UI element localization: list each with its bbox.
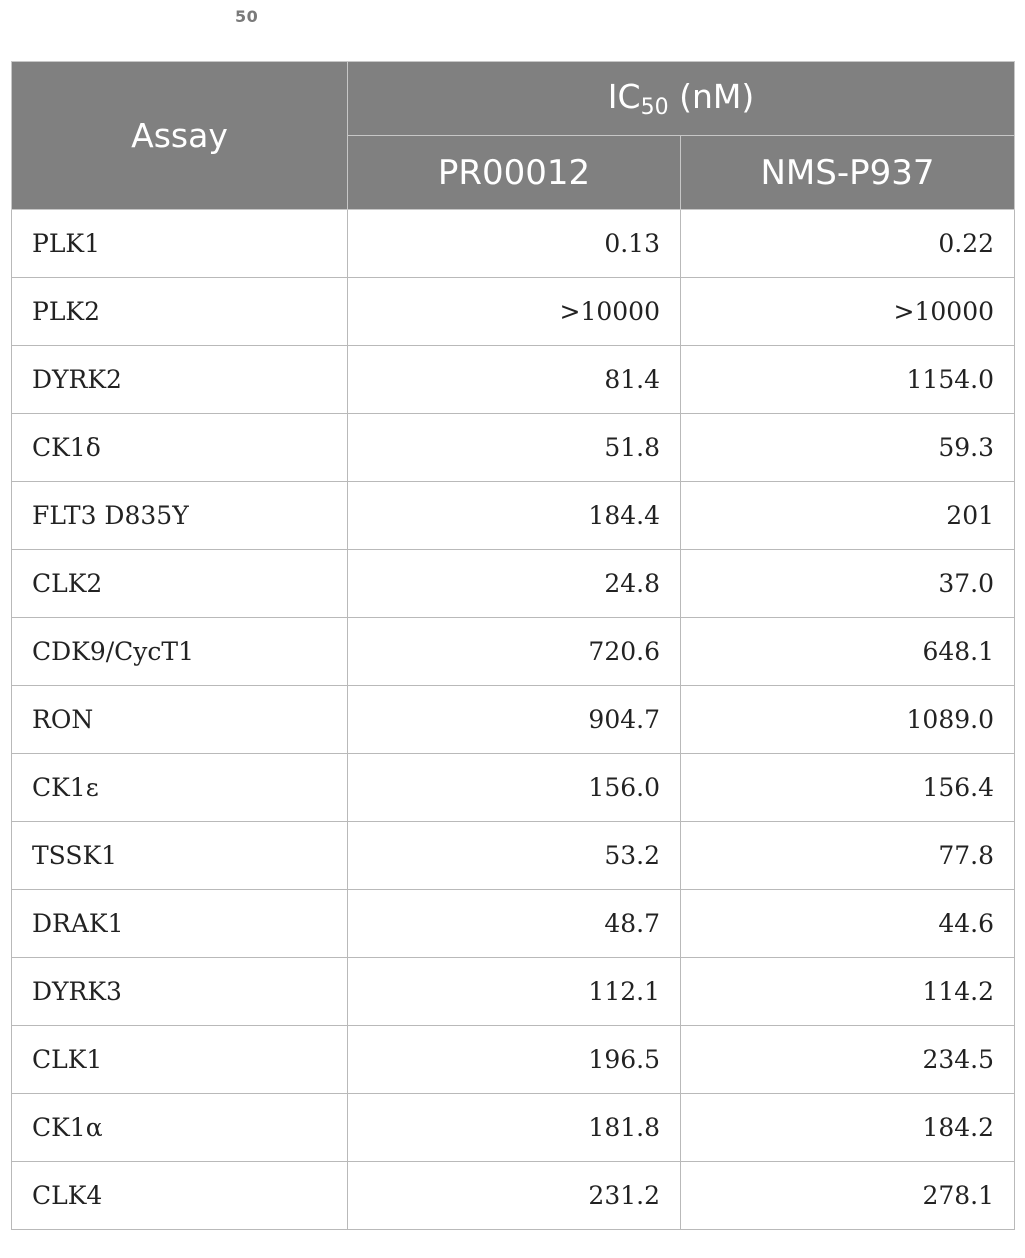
table-row (12, 1026, 1015, 1094)
pr00012-value-cell: 231.2 (348, 1162, 681, 1230)
nms-p937-value-cell: 156.4 (681, 754, 1015, 822)
nms-p937-value-cell: 648.1 (681, 618, 1015, 686)
assay-name-cell: DYRK2 (12, 346, 348, 414)
nms-p937-column-header: NMS-P937 (681, 136, 1015, 210)
table-header (12, 62, 1015, 210)
nms-p937-value-cell: 37.0 (681, 550, 1015, 618)
nms-p937-value-cell: 77.8 (681, 822, 1015, 890)
assay-name-cell: RON (12, 686, 348, 754)
assay-column-header: Assay (12, 62, 348, 210)
nms-p937-value-cell: 114.2 (681, 958, 1015, 1026)
assay-name-cell: PLK1 (12, 210, 348, 278)
table-row (12, 278, 1015, 346)
nms-p937-value-cell: 1089.0 (681, 686, 1015, 754)
assay-name-cell: CK1α (12, 1094, 348, 1162)
pr00012-value-cell: 53.2 (348, 822, 681, 890)
assay-name-cell: TSSK1 (12, 822, 348, 890)
ic50-table (11, 61, 1015, 1230)
nms-p937-value-cell: 1154.0 (681, 346, 1015, 414)
assay-name-cell: CK1ε (12, 754, 348, 822)
table-row (12, 958, 1015, 1026)
table-row (12, 618, 1015, 686)
pr00012-value-cell: 81.4 (348, 346, 681, 414)
pr00012-value-cell: 0.13 (348, 210, 681, 278)
assay-name-cell: CLK1 (12, 1026, 348, 1094)
pr00012-value-cell: 184.4 (348, 482, 681, 550)
pr00012-value-cell: 24.8 (348, 550, 681, 618)
assay-name-cell: CLK2 (12, 550, 348, 618)
table-row (12, 686, 1015, 754)
pr00012-value-cell: 48.7 (348, 890, 681, 958)
pr00012-value-cell: 181.8 (348, 1094, 681, 1162)
assay-name-cell: CDK9/CycT1 (12, 618, 348, 686)
pr00012-value-cell: 720.6 (348, 618, 681, 686)
table-row (12, 1094, 1015, 1162)
assay-name-cell: CLK4 (12, 1162, 348, 1230)
pr00012-value-cell: 112.1 (348, 958, 681, 1026)
table-row (12, 210, 1015, 278)
table-body (12, 210, 1015, 1230)
caption-fragment: 50 (235, 7, 259, 26)
pr00012-value-cell: >10000 (348, 278, 681, 346)
pr00012-column-header: PR00012 (348, 136, 681, 210)
assay-name-cell: DRAK1 (12, 890, 348, 958)
ic50-group-header (348, 62, 1015, 136)
table-row (12, 482, 1015, 550)
nms-p937-value-cell: >10000 (681, 278, 1015, 346)
nms-p937-value-cell: 0.22 (681, 210, 1015, 278)
table-row (12, 346, 1015, 414)
nms-p937-value-cell: 278.1 (681, 1162, 1015, 1230)
ic50-label: IC (607, 77, 641, 116)
assay-name-cell: PLK2 (12, 278, 348, 346)
pr00012-value-cell: 156.0 (348, 754, 681, 822)
ic50-unit: (nM) (668, 77, 755, 116)
table-row (12, 890, 1015, 958)
nms-p937-value-cell: 44.6 (681, 890, 1015, 958)
assay-name-cell: DYRK3 (12, 958, 348, 1026)
table-row (12, 754, 1015, 822)
nms-p937-value-cell: 201 (681, 482, 1015, 550)
ic50-subscript: 50 (640, 95, 669, 120)
table-row (12, 822, 1015, 890)
table-row (12, 414, 1015, 482)
nms-p937-value-cell: 184.2 (681, 1094, 1015, 1162)
nms-p937-value-cell: 234.5 (681, 1026, 1015, 1094)
table-row (12, 550, 1015, 618)
pr00012-value-cell: 196.5 (348, 1026, 681, 1094)
pr00012-value-cell: 51.8 (348, 414, 681, 482)
assay-name-cell: FLT3 D835Y (12, 482, 348, 550)
nms-p937-value-cell: 59.3 (681, 414, 1015, 482)
pr00012-value-cell: 904.7 (348, 686, 681, 754)
table-row (12, 1162, 1015, 1230)
assay-name-cell: CK1δ (12, 414, 348, 482)
